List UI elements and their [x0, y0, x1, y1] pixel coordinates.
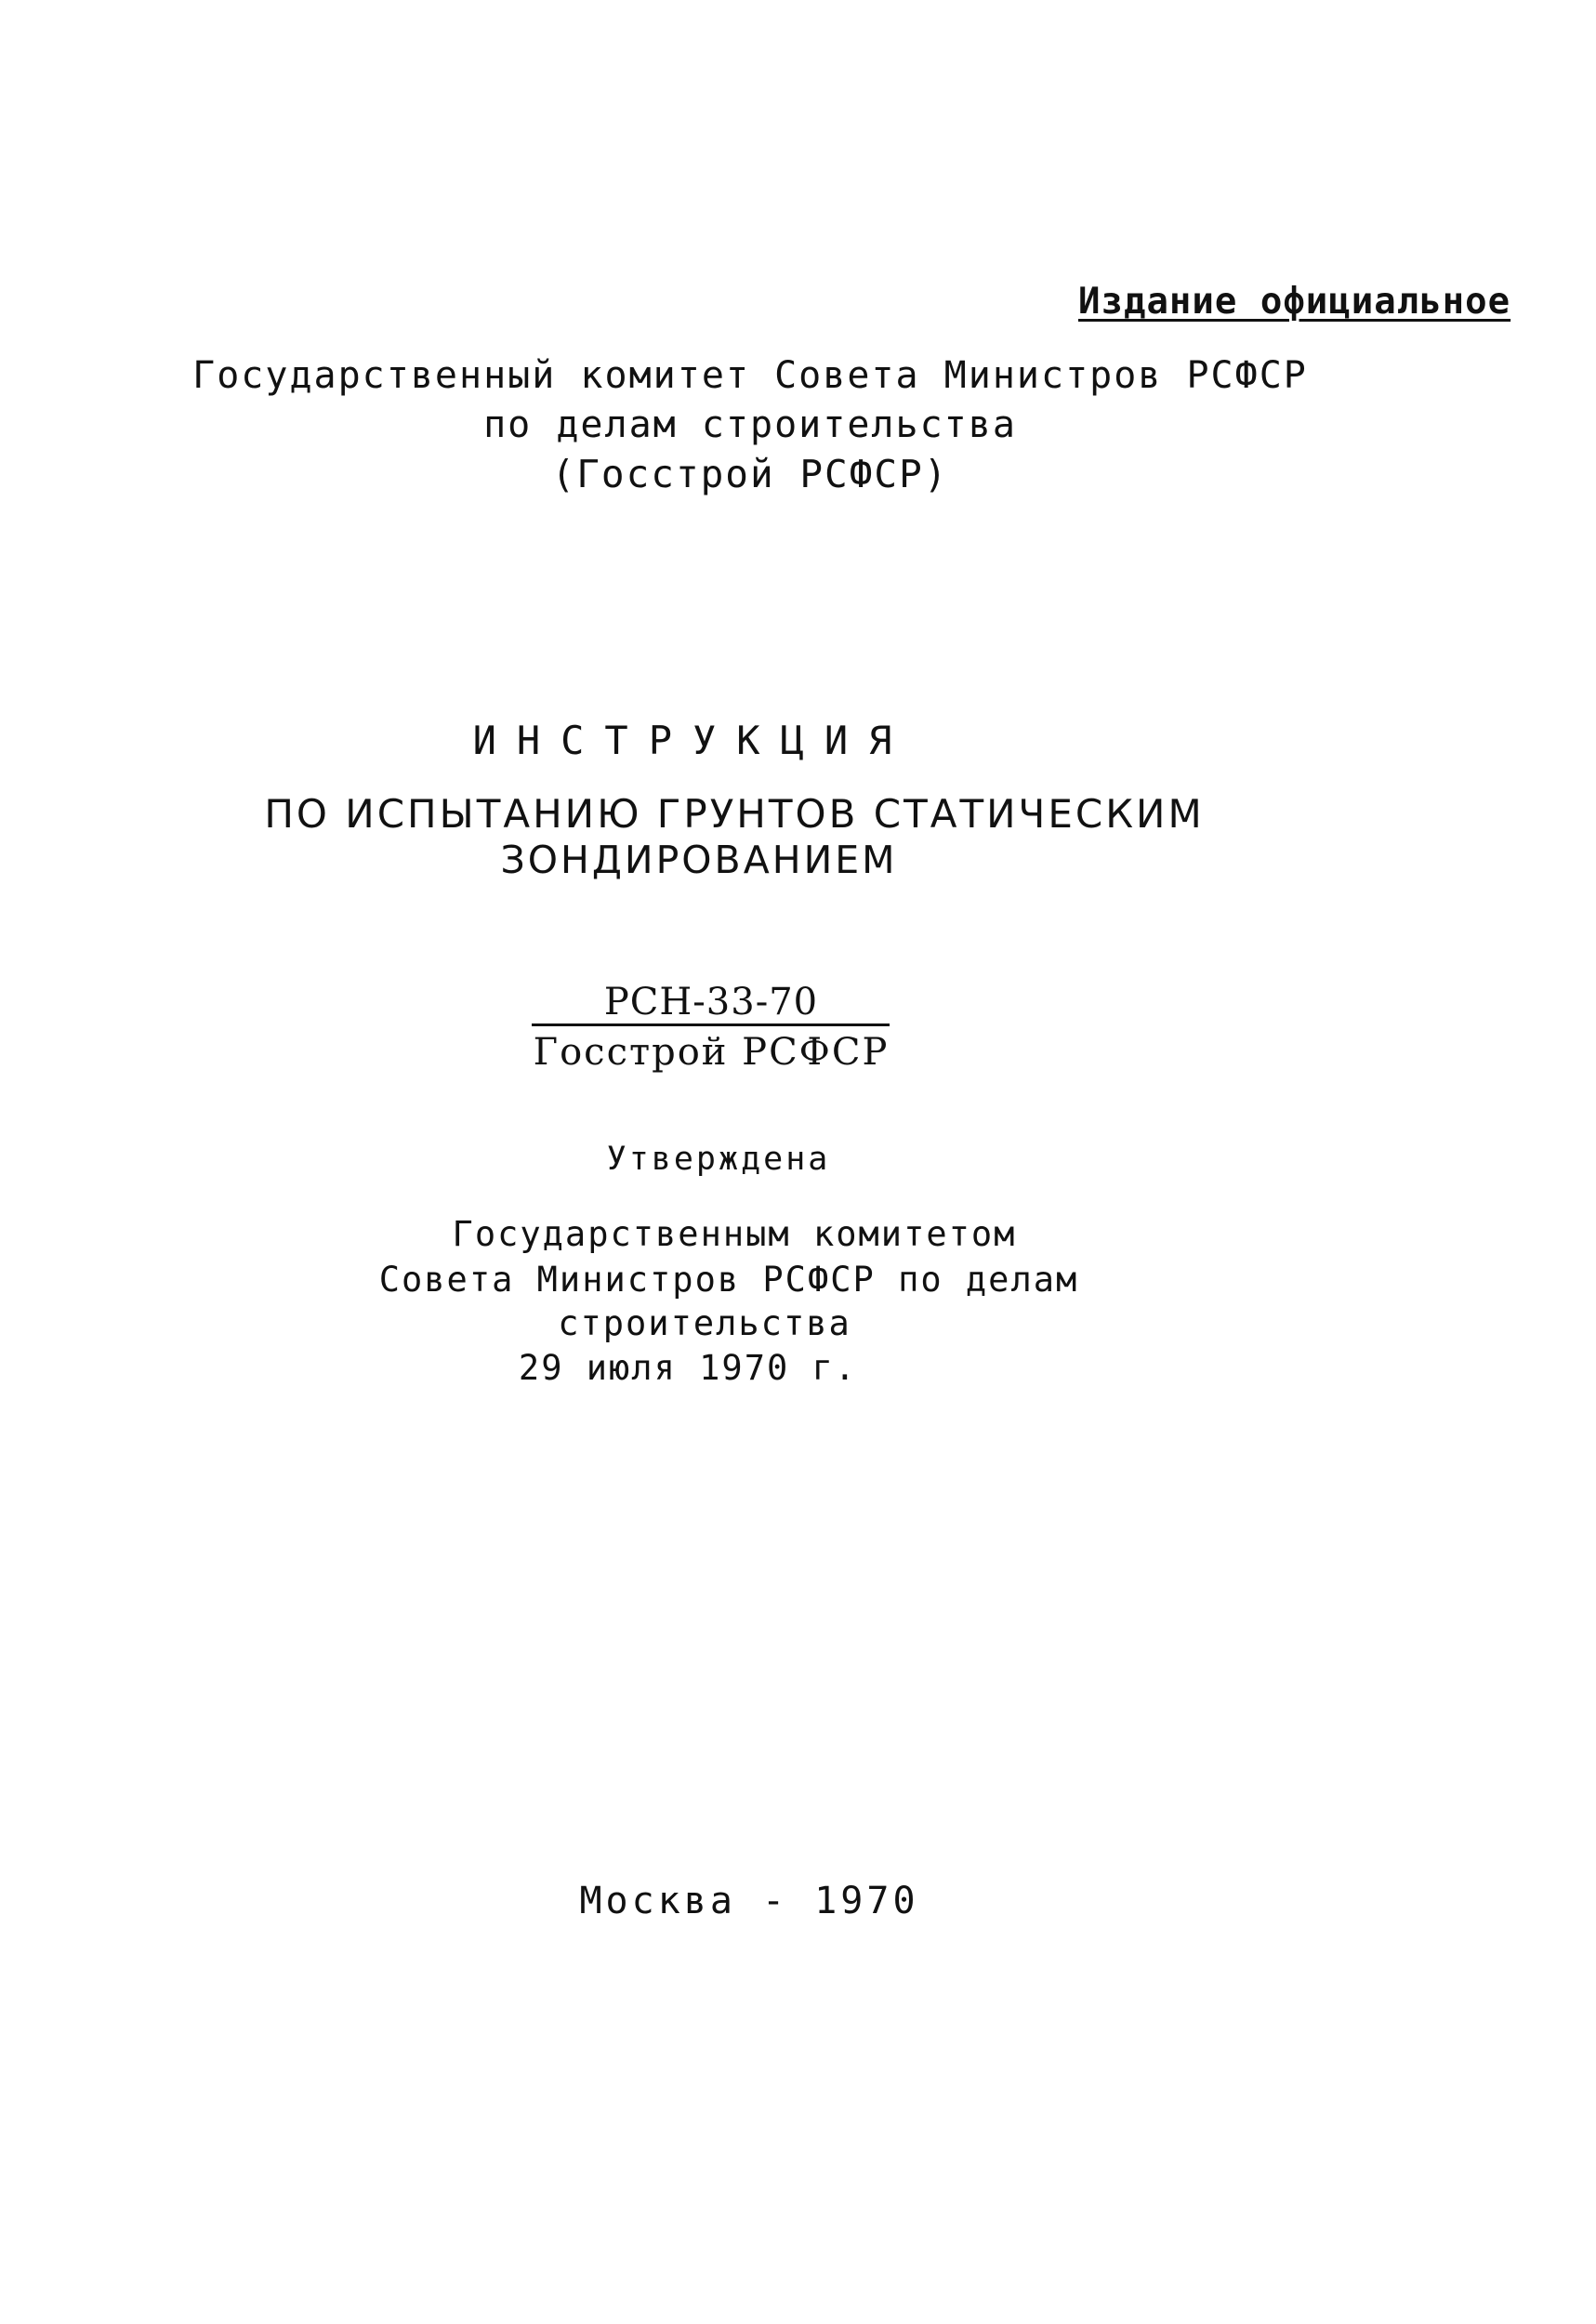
official-edition-mark: Издание официальное [1078, 281, 1511, 323]
approval-line-2: Совета Министров РСФСР по делам [378, 1260, 1079, 1300]
document-code: РСН-33-70 [603, 981, 819, 1023]
document-code-organization: Госстрой РСФСР [533, 1031, 890, 1074]
publisher-line-1: Государственный комитет Совета Министров РСФСР [192, 354, 1308, 397]
approval-label: Утверждена [606, 1141, 831, 1178]
document-title: ИНСТРУКЦИЯ [472, 718, 913, 763]
publisher-line-3: (Госстрой РСФСР) [551, 452, 949, 496]
approval-line-3: строительства [558, 1303, 851, 1343]
publisher-line-2: по делам строительства [483, 403, 1017, 446]
document-subtitle-line-1: ПО ИСПЫТАНИЮ ГРУНТОВ СТАТИЧЕСКИМ [264, 791, 1205, 837]
approval-date: 29 июля 1970 г. [518, 1348, 858, 1388]
code-divider [532, 1023, 890, 1026]
approval-line-1: Государственным комитетом [452, 1214, 1017, 1254]
publication-city-year: Москва - 1970 [579, 1880, 919, 1922]
document-subtitle-line-2: ЗОНДИРОВАНИЕМ [500, 838, 898, 882]
